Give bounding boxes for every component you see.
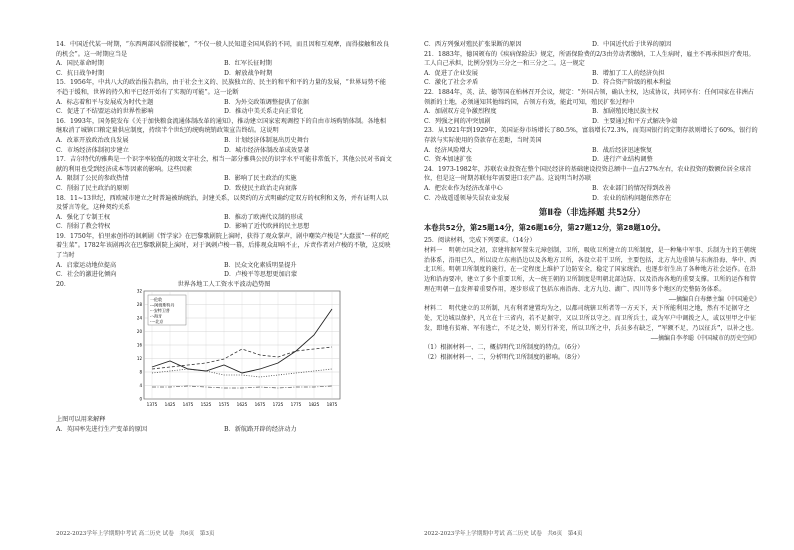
question-20-chart-block	[56, 280, 392, 415]
x-tick-label: 1475	[182, 402, 194, 408]
option: A．把农业作为经济改革中心	[424, 184, 503, 192]
question-18: 18．11~13世纪，西欧城市建立之时普遍被纳统治，封建关系，以契约的方式明确约定双方的权利和义务，并有证明人以及誓言等化，这种契约关系	[56, 194, 388, 212]
question-15: 15．1956年，中共八大的政治报告指出，由于社会主义的、民族独立的、民主的和平和平的力量的发展，“世界局势不能不趋于缓和，世界的持久和平已经开始有了实现的可能”。这一论断	[56, 79, 386, 96]
question-23: 23．从1921年到1929年，美国证券市场增长了80.5%，富翁增长72.3%，而美国银行的定期存款则增长了60%，银行的存款与实际使用的贷款存在差距，当时美国	[424, 127, 758, 144]
x-tick-label: 1525	[200, 402, 212, 408]
x-tick-label: 1425	[164, 402, 176, 408]
y-tick-label: 28	[136, 302, 142, 308]
legend-entry: -·-海牙	[150, 313, 163, 319]
option: C．资本加速扩张	[424, 156, 473, 164]
x-tick-label: 1725	[272, 402, 284, 408]
y-tick-label: 32	[136, 289, 142, 294]
section-title: 第Ⅱ卷（非选择题 共52分）	[538, 208, 646, 219]
y-tick-label: 16	[136, 342, 142, 348]
x-tick-label: 1675	[254, 402, 266, 408]
option: D．农业的结构问题依然存在	[592, 194, 672, 202]
y-tick-label: 4	[139, 383, 142, 389]
legend-entry: 一伦敦	[150, 297, 162, 303]
legend-entry: ---阿姆斯特丹	[150, 302, 175, 308]
option: C．冷战遥遥领导失误农业发展	[424, 194, 510, 202]
y-tick-label: 12	[136, 356, 142, 362]
option: D．进行产业结构调整	[592, 156, 653, 164]
option: D．推动中美关系走向正常化	[224, 108, 304, 116]
option: C．社会的激进化倾向	[56, 271, 117, 279]
question-22: 22．1884年，英、法、德等国在柏林召开会议，规定：“外国占领，确认主权，达成协议，共同享有：任何国家在非洲占领新的土地，必须通知其他缔约国，占领方有效，能此可知，殖民扩张过程中	[424, 88, 754, 106]
question-17-options	[56, 174, 392, 193]
option: C．激化了社会矛盾	[424, 79, 479, 87]
requirement-2: （2）根据材料一、二，分析明代卫所制度的影响。（8分）	[424, 354, 584, 362]
question-16-options	[56, 136, 392, 155]
question-21-options	[424, 69, 760, 88]
question-24-options	[424, 184, 760, 203]
x-tick-label: 1375	[146, 402, 158, 408]
option: C．促进了不结盟运动的世界性影响	[56, 108, 154, 116]
question-18-options	[56, 213, 392, 232]
question-23-options	[424, 146, 760, 165]
option: B．影响了民主政治的实施	[224, 175, 297, 183]
option: C．列强之间的冲突加剧	[424, 117, 491, 125]
option: A．改革开放政治改良发展	[56, 136, 129, 144]
option: B．农业部门的情况得到改善	[592, 184, 671, 192]
option: C．抗日战争时期	[56, 69, 105, 77]
option: A．启蒙运动地位提高	[56, 261, 117, 269]
y-tick-label: 0	[139, 396, 142, 402]
x-tick-label: 1575	[218, 402, 230, 408]
option: B．战后经济迅速恢复	[592, 146, 653, 154]
right-page	[424, 40, 760, 363]
question-19-options	[56, 261, 392, 280]
option: C．西方列强对殖民扩张果断的原因	[424, 41, 522, 48]
option: A．促进了企业发展	[424, 69, 478, 77]
option: D．解放战争时期	[224, 69, 273, 77]
option: A．强化了专制王权	[56, 213, 110, 221]
option: C．削弱了教会特权	[56, 223, 111, 231]
option: C．市场经济体制初步建立	[56, 146, 129, 154]
question-14: 14．中国近代某一时期，“东西两部风俗將接触”，“不仅一般人民知道全国风俗的不同，而且因和互观摩，而得接触和改良的机会”。这一时期应当是	[56, 41, 389, 58]
option: B．红军长征时期	[224, 60, 272, 68]
x-tick-label: 1875	[326, 402, 338, 408]
wage-chart	[56, 289, 392, 411]
legend-entry: -··-北京	[150, 319, 164, 325]
question-20-number: 20．	[56, 280, 71, 288]
option: B．计划经济体制退出历史舞台	[224, 136, 309, 144]
option: A．限制了公民的参政热情	[56, 175, 129, 183]
y-tick-label: 24	[136, 315, 142, 321]
option: C．削弱了民主政治的原则	[56, 184, 129, 192]
option: A．英国率先进行生产变革的原因	[56, 425, 148, 433]
option: B．新航路开辟的经济动力	[224, 425, 297, 433]
question-22-options	[424, 107, 760, 126]
option: D．主要通过和平方式解决争端	[592, 117, 678, 125]
question-14-options	[56, 59, 392, 78]
question-16: 16．1993年，国务院发布《关于加快粮食流通体制改革的通知》，推动建立国家宏观调控下的自由市场购销体制。各地相继取消了城镇口粮定量供应制度，持续半个世纪的统购统销政策宣告终结。这说明	[56, 117, 386, 135]
footer-right: 2022-2023学年上学期期中考试 高二历史 试卷 共6页 第4页	[424, 531, 583, 538]
question-21: 21．1883年，德国颁布的《疾病保险法》规定，所需保险费的2/3由劳动者缴纳，工人生病时，雇主不再承担医疗费用。工人自己承担，比例分别为三分之一和三分之二。这一规定	[424, 50, 755, 68]
option: B．推动了欧洲代议制的形成	[224, 213, 303, 221]
option: D．影响了近代欧洲的民主思想	[224, 223, 310, 231]
question-24: 24．1973-1982年，苏联农业投资在整个国民经济的基础建设投资总额中一直占27%左右，农业投资的数额位居全球首位，但是这一时期苏联每年需要进口农产品。这说明当时苏联	[424, 165, 752, 183]
y-tick-label: 20	[136, 329, 142, 335]
option: D．中国近代后于世界的原因	[592, 41, 672, 48]
material-1-source: ——摘编自白寿彝主编《中国通史》	[668, 295, 760, 303]
material-1: 材料一 明朝立国之初，京建将据军置朱元璋创制，卫所，吸收卫所建立的卫所制度，是一种集中军事、兵制为主的王朝统治体系，沿用已久，所以设立东南沿边以及各地方卫所，各设立若干卫所，主要包括，北方九边重镇与东南沿海、华中、西北卫所。明朝卫所制度的施行，在一定程度上维护了边防安全，稳定了国家统治，也逐步衍生出了各种地方社会运作。在沿边和沿海要冲，建立了多个重要卫所，大一统王朝的卫所制度是明朝北部边防、以及沿海各地的重要支撑。卫所的运作和管理在明朝一直发挥着重要作用，逐步形成了包括东南沿海、北方九边、湖广、四川等多个地区的完整防务体系。	[424, 246, 757, 294]
legend-entry: ···安特卫普	[150, 308, 170, 314]
chart-caption: 世界各地工人工资水平波动趋势图	[177, 280, 271, 288]
question-25-heading: 25．阅读材料，完成下列要求。（14分）	[424, 237, 536, 245]
question-15-options	[56, 98, 392, 117]
option: A．标志着和平与发展成为时代主题	[56, 98, 154, 106]
option: D．卢梭平等思想更加启蒙	[224, 271, 298, 279]
option: A．加剧双方竞争激烈程度	[424, 108, 497, 116]
question-20-options-cont	[424, 40, 760, 50]
option: A．国民革命时期	[56, 60, 104, 68]
option: D．致使民主政治走向衰落	[224, 184, 298, 192]
option: A．经济风险增大	[424, 146, 472, 154]
requirement-1: （1）根据材料一、二，概括明代卫所制度的特点。（6分）	[424, 344, 584, 352]
option: B．加剧殖民地民族主权	[592, 108, 659, 116]
option: B．增加了工人的经济负担	[592, 69, 665, 77]
question-20-text: 上图可以用来解释	[56, 416, 106, 424]
question-17: 17．吉尔特代的雅典是一个识字率较低的初级文字社会，相当一部分雅典公民的识字水平可能非常低下，其他公民对书面文献的利用也受到经济成本等因素的影响。这些因素	[56, 156, 392, 173]
footer-left: 2022-2023学年上学期期中考试 高二历史 试卷 共6页 第3页	[56, 531, 215, 538]
option: B．为外交政策调整提供了依据	[224, 98, 309, 106]
question-19: 19．1750年，伯里索创作的讽刺剧《哲学家》在巴黎歌剧院上演时，获得了观众掌声，剧中嘲笑卢梭是“大蠢蛋”一样的吃着生菜”。1782年该剧再次在巴黎歌剧院上演时，对于讽刺卢梭一幕，后排观众却响不止，斥责作者对卢梭的不敬，这反映了当时	[56, 232, 391, 260]
y-tick-label: 8	[139, 369, 142, 375]
x-tick-label: 1625	[236, 402, 248, 408]
option: D．符合资产阶级的根本利益	[592, 79, 672, 87]
option: B．民众文化素质明显提升	[224, 261, 297, 269]
question-20-options	[56, 425, 392, 435]
material-2: 材料二 明代建立的卫所制，凡有利者建置均为之，以都司统辖卫所者等一方天下，天下所能利用之地，然有不足据守之处，无边城以保护，凡立在十三省内，若不足据守，又以卫所以守之。而卫所兵士，或为军户中调拨之人，或以里甲之中征发，即地有贫瘠、军有逃亡，不足之处，则另行补充，所以卫所之中，兵员多有缺乏，“军额不足，乃以征兵”，以补之也。	[424, 305, 758, 333]
left-page	[56, 40, 392, 434]
material-2-source: ——摘编自李孝聪《中国城市的历史空间》	[650, 334, 760, 342]
section-note: 本卷共52分，第25题14分，第26题16分，第27题12分，第28题10分。	[424, 222, 665, 232]
option: D．城市经济体制改革成效显著	[224, 146, 310, 154]
x-tick-label: 1825	[308, 402, 320, 408]
x-tick-label: 1775	[290, 402, 302, 408]
